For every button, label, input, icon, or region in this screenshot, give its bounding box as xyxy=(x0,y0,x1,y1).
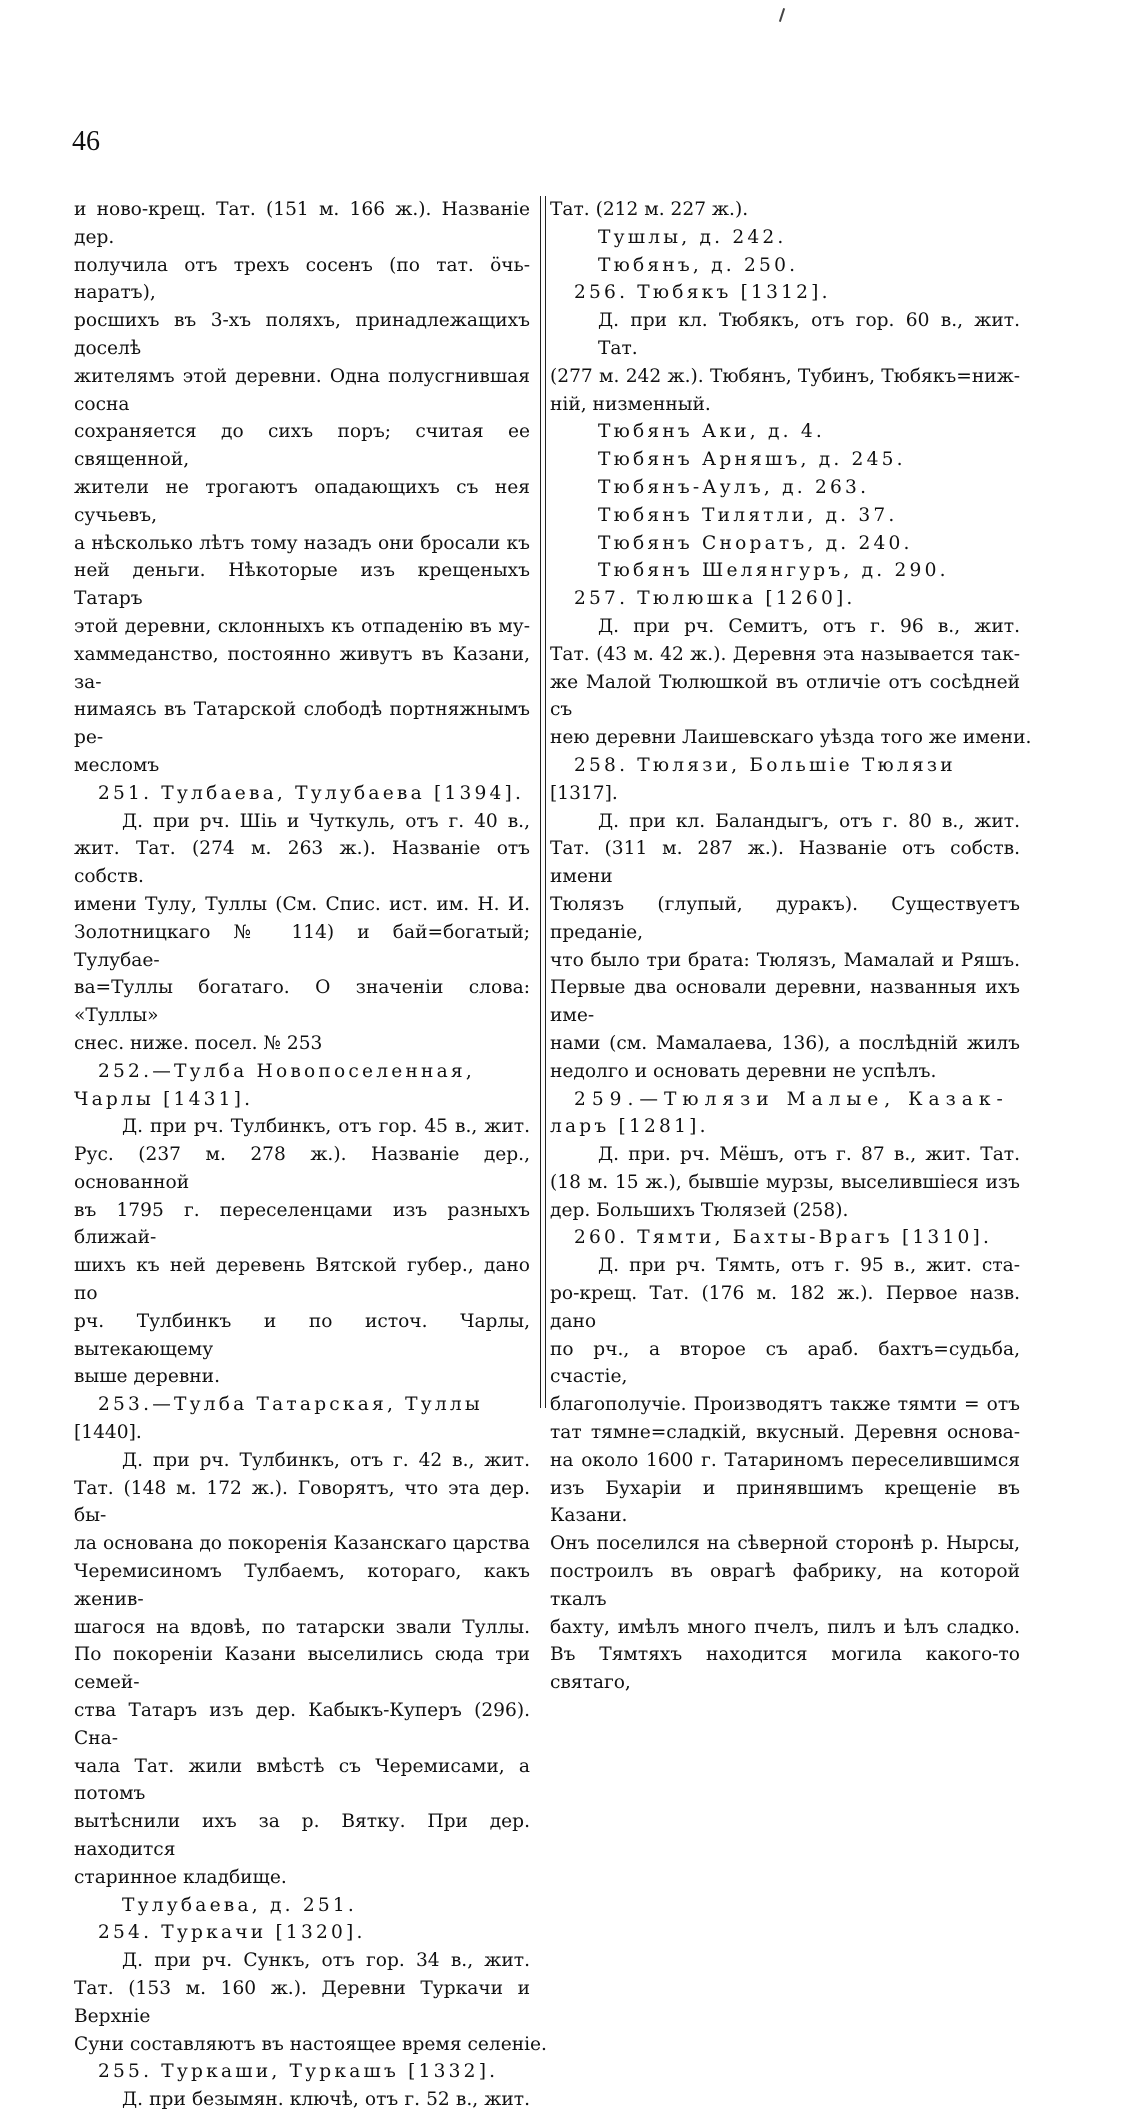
text-line: (18 м. 15 ж.), бывшіе мурзы, выселившіеся изъ xyxy=(550,1171,1020,1193)
text-line: въ 1795 г. переселенцами изъ разныхъ ближай- xyxy=(74,1199,530,1249)
cross-reference: Тюбянъ-Аулъ, д. 263. xyxy=(598,476,870,498)
text-line: Д. при рч. Шіь и Чуткуль, отъ г. 40 в., xyxy=(122,810,530,832)
text-line: получила отъ трехъ сосенъ (по тат. öчь-наратъ), xyxy=(74,254,530,304)
text-line: Д. при рч. Тямть, отъ г. 95 в., жит. ста- xyxy=(598,1255,1020,1277)
cross-reference: Тулубаева, д. 251. xyxy=(122,1894,358,1916)
text-line: снес. ниже. посел. № 253 xyxy=(74,1032,323,1054)
text-line: Д. при рч. Сункъ, отъ гор. 34 в., жит. xyxy=(122,1950,530,1972)
text-line: старинное кладбище. xyxy=(74,1866,287,1888)
text-line: Д. при кл. Тюбякъ, отъ гор. 60 в., жит. Тат. xyxy=(598,310,1020,359)
text-line: Черемисиномъ Тулбаемъ, котораго, какъ женив- xyxy=(74,1561,530,1610)
text-line: по рч., а второе съ араб. бахтъ=судьба, счастіе, xyxy=(550,1338,1020,1388)
cross-reference: Тюбянъ Аки, д. 4. xyxy=(598,421,825,443)
stray-mark xyxy=(779,8,785,22)
text-line: что было три брата: Тюлязъ, Мамалай и Ряшъ. xyxy=(550,949,1020,971)
text-line: Д. при кл. Баландыгъ, отъ г. 80 в., жит. xyxy=(598,810,1020,832)
text-line: благополучіе. Производятъ также тямти = отъ xyxy=(550,1394,1020,1416)
text-line: ней деньги. Нѣкоторые изъ крещеныхъ Татаръ xyxy=(74,560,530,610)
text-line: нами (см. Мамалаева, 136), а послѣдній жилъ xyxy=(550,1032,1020,1054)
entry-heading: [1440]. xyxy=(74,1422,142,1444)
text-line: Тат. (311 м. 287 ж.). Названіе отъ собств. имени xyxy=(550,838,1020,888)
text-line: же Малой Тюлюшкой въ отличіе отъ сосѣдней съ xyxy=(550,671,1020,721)
entry-heading: 260. Тямти, Бахты-Врагъ [1310]. xyxy=(574,1227,993,1249)
text-line: построилъ въ оврагѣ фабрику, на которой ткалъ xyxy=(550,1561,1020,1610)
text-line: По покореніи Казани выселились сюда три семей- xyxy=(74,1644,530,1694)
page-number: 46 xyxy=(72,126,100,157)
text-line: жителямъ этой деревни. Одна полусгнившая сосна xyxy=(74,365,530,415)
cross-reference: Тюбянъ Арняшъ, д. 245. xyxy=(598,449,906,471)
entry-heading: 259.—Тюлязи Малые, Казак- xyxy=(574,1088,1009,1110)
left-column xyxy=(74,196,547,2114)
text-line: Золотницкаго № 114) и бай=богатый; Тулубае- xyxy=(74,921,530,971)
column-divider xyxy=(540,196,546,1408)
text-line: ро-крещ. Тат. (176 м. 182 ж.). Первое назв. дано xyxy=(550,1283,1020,1332)
text-line: изъ Бухаріи и принявшимъ крещеніе въ Казани. xyxy=(550,1477,1020,1527)
text-line: ства Татаръ изъ дер. Кабыкъ-Куперъ (296). Сна- xyxy=(74,1700,530,1749)
text-line: Д. при рч. Семитъ, отъ г. 96 в., жит. xyxy=(598,615,1020,637)
text-line: Д. при. рч. Мёшъ, отъ г. 87 в., жит. Тат. xyxy=(598,1144,1020,1166)
text-line: месломъ xyxy=(74,754,160,776)
text-line: тат тямне=сладкій, вкусный. Деревня основа- xyxy=(550,1422,1020,1444)
entry-heading: 255. Туркаши, Туркашъ [1332]. xyxy=(98,2061,499,2083)
text-line: Въ Тямтяхъ находится могила какого-то святаго, xyxy=(550,1644,1020,1694)
text-line: (277 м. 242 ж.). Тюбянъ, Тубинъ, Тюбякъ=ниж- xyxy=(550,365,1020,387)
text-line: дер. Большихъ Тюлязей (258). xyxy=(550,1199,849,1221)
text-line: шихъ къ ней деревень Вятской губер., дано по xyxy=(74,1255,530,1305)
text-line: а нѣсколько лѣтъ тому назадъ они бросали къ xyxy=(74,532,530,554)
text-line: недолго и основать деревни не успѣлъ. xyxy=(550,1060,937,1082)
text-line: чала Тат. жили вмѣстѣ съ Черемисами, а потомъ xyxy=(74,1755,530,1805)
entry-heading: [1317]. xyxy=(550,782,618,804)
right-column xyxy=(550,196,1032,1697)
text-line: Первые два основали деревни, названныя ихъ име- xyxy=(550,977,1020,1027)
text-line: шагося на вдовѣ, по татарски звали Туллы. xyxy=(74,1616,530,1638)
text-line: Рус. (237 м. 278 ж.). Названіе дер., основанной xyxy=(74,1144,530,1193)
text-line: бахту, имѣлъ много пчелъ, пилъ и ѣлъ сладко. xyxy=(550,1616,1020,1638)
entry-heading: 252.—Тулба Новопоселенная, xyxy=(98,1060,475,1082)
text-line: ла основана до покоренія Казанскаго царства xyxy=(74,1533,530,1555)
text-line: выше деревни. xyxy=(74,1366,220,1388)
text-line: Д. при безымян. ключѣ, отъ г. 52 в., жит. xyxy=(122,2089,530,2111)
text-line: и ново-крещ. Тат. (151 м. 166 ж.). Названіе дер. xyxy=(74,199,530,248)
text-line: ва=Туллы богатаго. О значеніи слова: «Туллы» xyxy=(74,977,530,1027)
cross-reference: Тюбянъ, д. 250. xyxy=(598,254,799,276)
entry-heading: 257. Тюлюшка [1260]. xyxy=(574,588,856,610)
text-line: Д. при рч. Тулбинкъ, отъ г. 42 в., жит. xyxy=(122,1449,530,1471)
text-line: Тат. (43 м. 42 ж.). Деревня эта называется так- xyxy=(550,643,1020,665)
text-line: Суни составляютъ въ настоящее время селеніе. xyxy=(74,2033,547,2055)
text-line: жит. Тат. (274 м. 263 ж.). Названіе отъ собств. xyxy=(74,838,530,888)
text-line: Тат. (153 м. 160 ж.). Деревни Туркачи и Верхніе xyxy=(74,1978,530,2027)
entry-heading: 258. Тюлязи, Большіе Тюлязи xyxy=(574,754,956,776)
text-line: нимаясь въ Татарской слободѣ портняжнымъ ре- xyxy=(74,699,530,749)
text-line: имени Тулу, Туллы (См. Спис. ист. им. Н. И. xyxy=(74,893,530,915)
entry-heading: 254. Туркачи [1320]. xyxy=(98,1922,366,1944)
text-line: рч. Тулбинкъ и по источ. Чарлы, вытекающему xyxy=(74,1310,530,1360)
cross-reference: Тушлы, д. 242. xyxy=(598,226,787,248)
text-line: Онъ поселился на сѣверной сторонѣ р. Ныpсы, xyxy=(550,1533,1020,1555)
text-line: на около 1600 г. Татариномъ переселившимся xyxy=(550,1449,1020,1471)
text-line: жители не трогаютъ опадающихъ съ нея сучьевъ, xyxy=(74,476,530,526)
entry-heading: 256. Тюбякъ [1312]. xyxy=(574,282,831,304)
cross-reference: Тюбянъ Тилятли, д. 37. xyxy=(598,504,898,526)
text-line: сохраняется до сихъ поръ; считая ее священной, xyxy=(74,421,530,471)
entry-heading: ларъ [1281]. xyxy=(550,1116,709,1138)
text-line: нею деревни Лаишевскаго уѣзда того же имени. xyxy=(550,727,1032,749)
cross-reference: Тюбянъ Шелянгуръ, д. 290. xyxy=(598,560,949,582)
text-line: Д. при рч. Тулбинкъ, отъ гор. 45 в., жит. xyxy=(122,1116,530,1138)
text-line: этой деревни, склонныхъ къ отпаденію въ му- xyxy=(74,615,530,637)
text-line: Тат. (212 м. 227 ж.). xyxy=(550,199,749,220)
entry-heading: 251. Тулбаева, Тулубаева [1394]. xyxy=(98,782,525,804)
entry-heading: Чарлы [1431]. xyxy=(74,1088,254,1110)
text-line: хаммеданство, постоянно живутъ въ Казани, за- xyxy=(74,643,530,693)
text-line: Тат. (148 м. 172 ж.). Говорятъ, что эта дер. бы- xyxy=(74,1477,530,1527)
text-line: ній, низменный. xyxy=(550,393,711,415)
text-line: Тюлязъ (глупый, дуракъ). Существуетъ преданіе, xyxy=(550,893,1020,943)
text-line: росшихъ въ 3-хъ поляхъ, принадлежащихъ доселѣ xyxy=(74,310,530,359)
entry-heading: 253.—Тулба Татарская, Туллы xyxy=(98,1394,483,1416)
cross-reference: Тюбянъ Сноратъ, д. 240. xyxy=(598,532,913,554)
text-line: вытѣснили ихъ за р. Вятку. При дер. находится xyxy=(74,1811,530,1861)
